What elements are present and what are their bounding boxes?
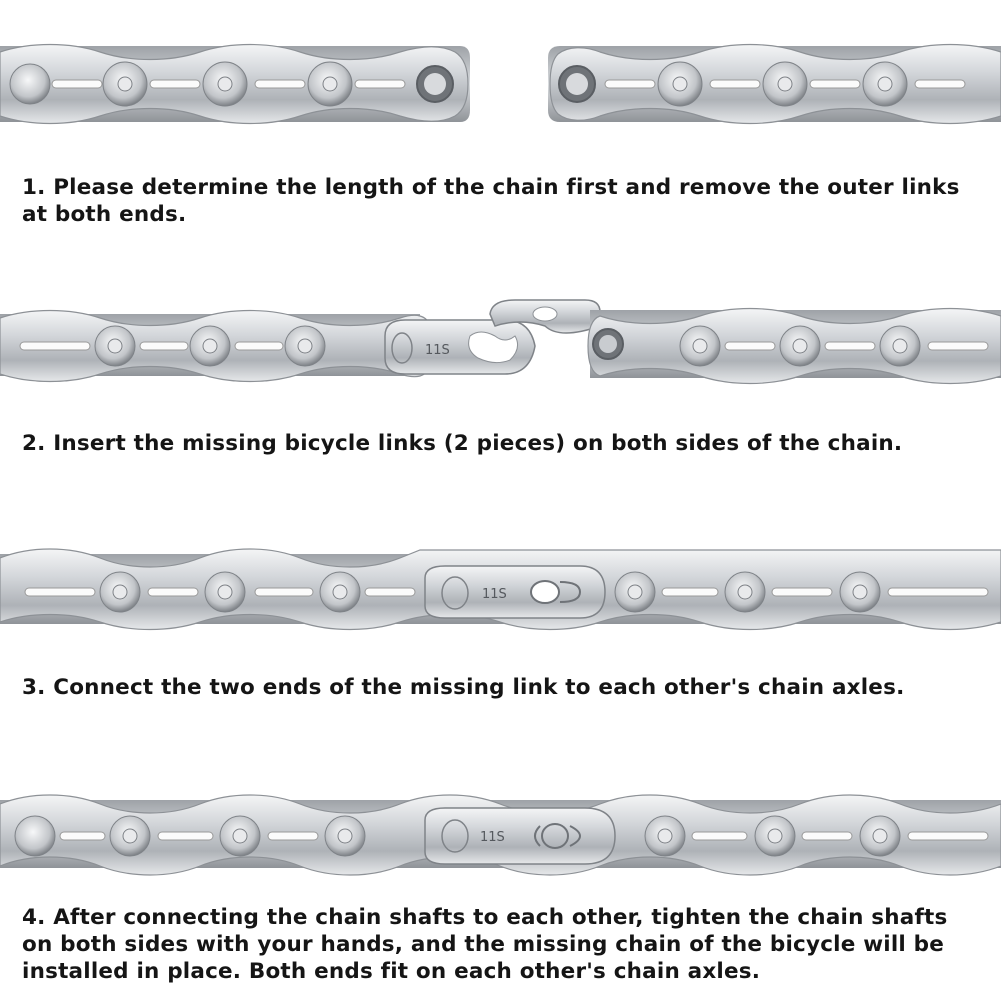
- step-4-instruction: 4. After connecting the chain shafts to each other, tighten the chain shafts on both sides with your hands, and the missing chain of the bicycle will be installed in place. Both ends fit on each other's chain axles.: [22, 905, 948, 984]
- missing-link-connected: [425, 566, 605, 618]
- chain-right-segment: [588, 309, 1001, 384]
- link-label: 11S: [482, 587, 507, 602]
- step-3-instruction: 3. Connect the two ends of the missing link to each other's chain axles.: [22, 675, 905, 700]
- missing-link-half-front: [385, 320, 535, 374]
- chain-image-step-4: [0, 784, 1001, 884]
- step-1-instruction: 1. Please determine the length of the chain first and remove the outer links at both ends.: [22, 175, 960, 227]
- chain-image-step-2: [0, 296, 1001, 392]
- missing-link-locked: [425, 808, 615, 864]
- chain-left-segment: [0, 311, 430, 382]
- link-label: 11S: [425, 343, 450, 358]
- step-2-instruction: 2. Insert the missing bicycle links (2 pieces) on both sides of the chain.: [22, 431, 903, 456]
- chain-left-segment: [0, 45, 470, 124]
- link-label: 11S: [480, 830, 505, 845]
- chain-image-step-1: [0, 38, 1001, 130]
- chain-image-step-3: [0, 536, 1001, 636]
- chain-right-segment: [548, 45, 1001, 124]
